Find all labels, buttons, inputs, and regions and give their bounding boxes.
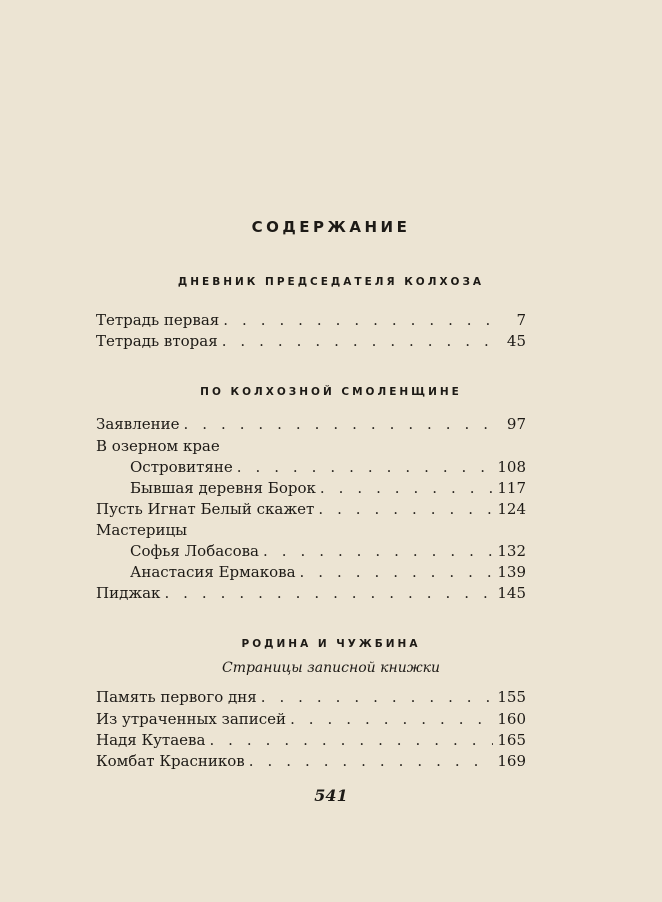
toc-entry xyxy=(96,686,526,708)
dot-leader xyxy=(223,309,496,331)
dot-leader xyxy=(263,540,493,562)
entry-title: Заявление xyxy=(96,415,180,433)
dot-leader xyxy=(261,686,494,708)
toc-entry xyxy=(96,498,526,520)
toc-entry xyxy=(96,413,526,435)
dot-leader xyxy=(183,413,496,435)
entry-title: Бывшая деревня Борок xyxy=(130,479,316,497)
entry-page: 108 xyxy=(497,458,526,476)
dot-leader xyxy=(237,456,494,478)
dot-leader xyxy=(300,561,494,583)
entry-title: Пиджак xyxy=(96,584,161,602)
section-heading-homeland: РОДИНА И ЧУЖБИНА xyxy=(241,638,421,650)
entry-page: 124 xyxy=(497,500,526,518)
entry-page: 165 xyxy=(497,731,526,749)
entry-page: 160 xyxy=(497,710,526,728)
dot-leader xyxy=(318,498,493,520)
entry-title: Память первого дня xyxy=(96,688,257,706)
toc-group-title xyxy=(96,435,526,457)
toc-entry xyxy=(96,309,526,331)
toc-entry xyxy=(96,750,526,772)
entry-page: 155 xyxy=(497,688,526,706)
dot-leader xyxy=(290,708,493,730)
toc-entry xyxy=(96,582,526,604)
toc-entry xyxy=(130,561,526,583)
toc-entry xyxy=(130,477,526,499)
page-title: СОДЕРЖАНИЕ xyxy=(251,218,411,236)
entry-title: Островитяне xyxy=(130,458,233,476)
section-heading-smolensk: ПО КОЛХОЗНОЙ СМОЛЕНЩИНЕ xyxy=(200,386,462,398)
dot-leader xyxy=(209,729,493,751)
entry-title: В озерном крае xyxy=(96,437,220,455)
page-number: 541 xyxy=(314,786,348,805)
toc-entry xyxy=(130,456,526,478)
entry-page: 7 xyxy=(516,311,526,329)
dot-leader xyxy=(320,477,494,499)
toc-entry xyxy=(130,540,526,562)
entry-page: 97 xyxy=(506,415,526,433)
toc-entry xyxy=(96,330,526,352)
entry-title: Пусть Игнат Белый скажет xyxy=(96,500,315,518)
entry-title: Тетрадь первая xyxy=(96,311,220,329)
entry-page: 45 xyxy=(506,332,526,350)
entry-title: Анастасия Ермакова xyxy=(130,563,296,581)
entry-title: Мастерицы xyxy=(96,521,188,539)
section-heading-diary: ДНЕВНИК ПРЕДСЕДАТЕЛЯ КОЛХОЗА xyxy=(177,276,485,288)
entry-page: 117 xyxy=(497,479,526,497)
entry-title: Софья Лобасова xyxy=(130,542,259,560)
dot-leader xyxy=(164,582,493,604)
toc-entry xyxy=(96,729,526,751)
entry-page: 139 xyxy=(497,563,526,581)
entry-title: Тетрадь вторая xyxy=(96,332,218,350)
dot-leader xyxy=(249,750,494,772)
entry-title: Комбат Красников xyxy=(96,752,245,770)
entry-page: 145 xyxy=(497,584,526,602)
toc-group-title xyxy=(96,519,526,541)
dot-leader xyxy=(222,330,496,352)
entry-title: Надя Кутаева xyxy=(96,731,206,749)
toc-entry xyxy=(96,708,526,730)
entry-page: 169 xyxy=(497,752,526,770)
section-subtitle: Страницы записной книжки xyxy=(221,660,441,676)
entry-title: Из утраченных записей xyxy=(96,710,287,728)
entry-page: 132 xyxy=(497,542,526,560)
